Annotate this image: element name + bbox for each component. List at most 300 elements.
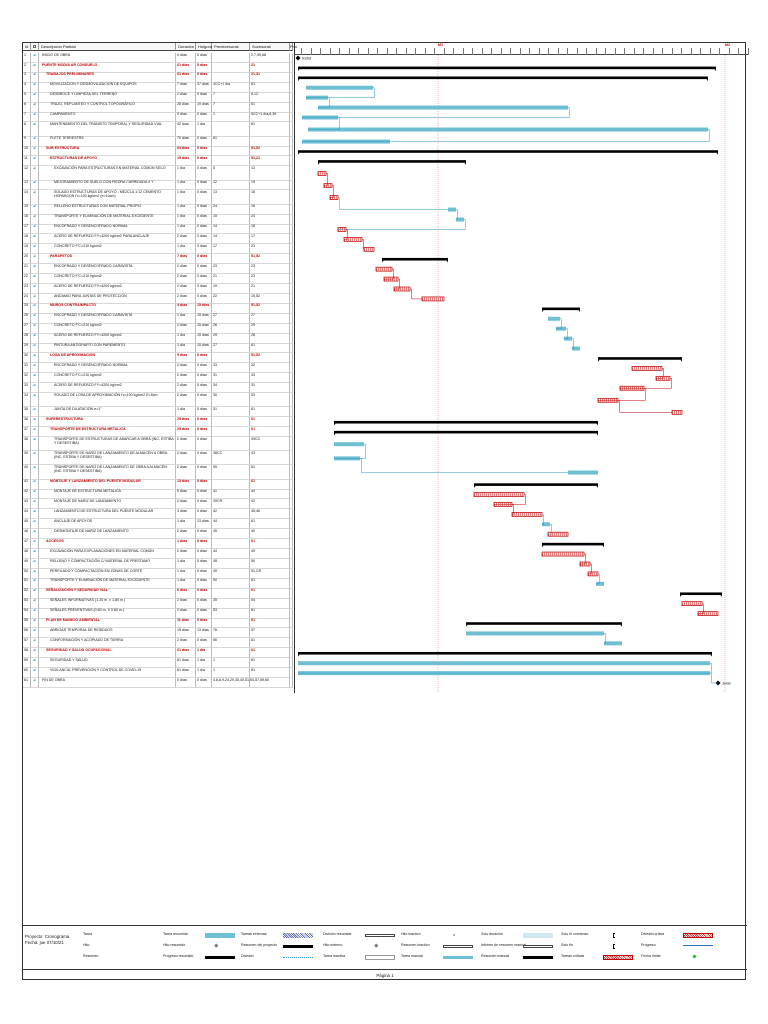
- summary-cap: [711, 655, 713, 657]
- task-mode-icon: ▰: [33, 214, 36, 219]
- table-row[interactable]: [23, 137, 293, 147]
- summary-cap: [597, 424, 599, 426]
- task-bar[interactable]: [548, 317, 560, 321]
- summary-cap: [298, 69, 300, 71]
- table-row[interactable]: [23, 103, 293, 113]
- task-name[interactable]: ENCOFRADO Y DESENCOFRADO NORMAL: [39, 225, 176, 235]
- table-row[interactable]: [23, 274, 293, 284]
- task-name[interactable]: SUPERESTRUCTURA: [39, 417, 176, 427]
- task-name[interactable]: ENCOFRADO Y DESENCOFRADO CARAVISTA: [39, 264, 176, 274]
- col-predecessors-header[interactable]: Predecesoras: [212, 43, 250, 51]
- task-name[interactable]: CONCRETO F'C=210 kg/cm2: [39, 274, 176, 284]
- task-name[interactable]: SUB ESTRUCTURA: [39, 147, 176, 157]
- task-duration: 1 día: [176, 166, 196, 180]
- task-progress: [290, 344, 293, 354]
- task-successors: 8,12: [250, 93, 290, 103]
- task-mode: [31, 648, 39, 658]
- task-predecessors: 5: [212, 166, 250, 180]
- summary-bar[interactable]: [598, 357, 682, 360]
- task-mode-icon: ▰: [33, 146, 36, 151]
- task-duration: 2 días: [176, 383, 196, 393]
- task-name[interactable]: CONFORMACIÓN Y ACOPIADO DE TIERRA: [39, 638, 176, 648]
- task-bar[interactable]: [298, 661, 710, 665]
- task-successors: 29: [250, 324, 290, 334]
- table-row[interactable]: [23, 393, 293, 407]
- task-slack: 0 días: [196, 678, 212, 688]
- task-mode: [31, 383, 39, 393]
- task-progress: [290, 353, 293, 363]
- table-row[interactable]: [23, 294, 293, 304]
- task-name[interactable]: PINTURA ANTIGRAFITI CON PAREMENTO: [39, 344, 176, 354]
- task-id: 44: [23, 509, 31, 519]
- table-row[interactable]: [23, 244, 293, 254]
- task-id: 35: [23, 407, 31, 417]
- legend: [23, 925, 747, 969]
- task-id: 25: [23, 304, 31, 314]
- task-name[interactable]: TRANSPORTE DE ESTRUCTURA METALICA: [39, 427, 176, 437]
- task-duration: 2 días: [176, 93, 196, 103]
- task-successors: 51,CR: [250, 569, 290, 579]
- task-successors: 49: [250, 549, 290, 559]
- task-name[interactable]: RELLENO ESTRUCTURAS CON MATERIAL PROPIO: [39, 205, 176, 215]
- table-row[interactable]: [23, 668, 293, 678]
- task-slack: 0 días: [196, 451, 212, 465]
- summary-bar[interactable]: [466, 622, 622, 625]
- summary-cap: [542, 545, 544, 547]
- legend-swatch: [613, 944, 615, 949]
- task-successors: 23: [250, 264, 290, 274]
- task-name[interactable]: ANDAMIO PARA JUNTAS DE PROTECCIÓN: [39, 294, 176, 304]
- table-row[interactable]: [23, 264, 293, 274]
- end-date-label: Junio: [722, 681, 731, 686]
- table-row[interactable]: [23, 215, 293, 225]
- task-id: 8: [23, 122, 31, 136]
- legend-label: División crítica: [641, 932, 665, 936]
- table-row[interactable]: [23, 363, 293, 373]
- task-bar[interactable]: [334, 442, 364, 446]
- task-name[interactable]: CAMPAMENTO: [39, 113, 176, 123]
- task-id: 61: [23, 678, 31, 688]
- task-bar[interactable]: [568, 471, 598, 475]
- task-name[interactable]: SEÑALES PREVENTIVAS (0.60 m. X 0.60 m.): [39, 609, 176, 619]
- task-bar[interactable]: [604, 641, 622, 645]
- task-name[interactable]: DESBROCE Y LIMPIEZA DEL TERRENO: [39, 93, 176, 103]
- summary-bar[interactable]: [298, 67, 716, 70]
- task-id: 59: [23, 658, 31, 668]
- legend-swatch: [283, 945, 313, 948]
- table-row[interactable]: [23, 417, 293, 427]
- summary-cap: [721, 595, 723, 597]
- task-bar[interactable]: [466, 631, 604, 635]
- summary-cap: [579, 310, 581, 312]
- table-row[interactable]: [23, 156, 293, 166]
- table-row[interactable]: [23, 539, 293, 549]
- summary-bar[interactable]: [542, 308, 580, 311]
- page-footer: Página 1: [23, 969, 747, 981]
- task-name[interactable]: ACERO DE REFUERZO FY=4200 kg/cm2 PARA ANCLAJE: [39, 234, 176, 244]
- legend-project-info: [25, 934, 69, 946]
- table-row[interactable]: [23, 628, 293, 638]
- task-bar[interactable]: [448, 208, 456, 212]
- table-row[interactable]: [23, 284, 293, 294]
- col-successors-header[interactable]: Sucesoras: [250, 43, 290, 51]
- table-row[interactable]: [23, 451, 293, 465]
- legend-swatch: [603, 955, 633, 960]
- task-duration: 61 días: [176, 648, 196, 658]
- task-name[interactable]: EXCAVACIÓN PARA EXPLANACIONES EN MATERIAL COMÚN: [39, 549, 176, 559]
- summary-bar[interactable]: [680, 592, 722, 595]
- task-mode: [31, 353, 39, 363]
- summary-cap: [447, 261, 449, 263]
- task-name[interactable]: SEÑALES INFORMATIVAS (1.20 m. x 1.80 m.): [39, 599, 176, 609]
- task-name[interactable]: ANCLAJE DE APOYOS: [39, 519, 176, 529]
- task-progress: [290, 373, 293, 383]
- task-duration: 0 días: [176, 53, 196, 63]
- task-id: 19: [23, 244, 31, 254]
- table-row[interactable]: [23, 334, 293, 344]
- col-duration-header[interactable]: Duración: [178, 44, 195, 49]
- summary-cap: [597, 486, 599, 488]
- summary-bar[interactable]: [298, 652, 712, 655]
- table-row[interactable]: [23, 122, 293, 136]
- table-row[interactable]: [23, 324, 293, 334]
- task-name[interactable]: PERFILADO Y COMPACTACIÓN EN ZONAS DE CORTE: [39, 569, 176, 579]
- table-row[interactable]: [23, 113, 293, 123]
- timescale-month-2: M2: [725, 43, 730, 47]
- table-row[interactable]: [23, 93, 293, 103]
- task-successors: 23: [250, 274, 290, 284]
- task-progress: [290, 83, 293, 93]
- legend-label: Resumen inactivo: [401, 943, 430, 947]
- task-name[interactable]: TRANSPORTE DE NARIZ DE LANZAMIENTO DE OBRA A ALMACÉN (INC. ESTIBA Y DESESTIBA): [39, 465, 176, 479]
- task-name[interactable]: SEÑALIZACIÓN Y SEGURIDAD VIAL: [39, 589, 176, 599]
- col-slack-header[interactable]: Holgura: [198, 44, 213, 49]
- task-predecessors: 41: [212, 490, 250, 500]
- task-name[interactable]: LOSA DE APROXIMACION: [39, 353, 176, 363]
- table-row[interactable]: [23, 638, 293, 648]
- task-duration: 61 días: [176, 63, 196, 73]
- table-row[interactable]: [23, 465, 293, 479]
- table-row[interactable]: [23, 147, 293, 157]
- task-slack: 0 días: [196, 234, 212, 244]
- table-row[interactable]: [23, 658, 293, 668]
- task-slack: 0 días: [196, 353, 212, 363]
- task-slack: 15 días: [196, 344, 212, 354]
- task-predecessors: 33: [212, 363, 250, 373]
- task-name[interactable]: SEGURIDAD Y SALUD: [39, 658, 176, 668]
- task-predecessors: 12: [212, 181, 250, 191]
- task-duration: 1 día: [176, 559, 196, 569]
- task-predecessors: [212, 73, 250, 83]
- task-name[interactable]: FLETE TERRESTRE: [39, 137, 176, 147]
- task-name[interactable]: MUROS CONTRAIMPACTO: [39, 304, 176, 314]
- summary-cap: [715, 69, 717, 71]
- task-name[interactable]: MEJORAMIENTO DE SUELO CON PIEDRA CARRIDADA 4 Y: [39, 181, 176, 191]
- task-successors: 32: [250, 363, 290, 373]
- col-name-header[interactable]: Descripción Partida: [39, 43, 176, 51]
- task-duration: 1 días: [176, 539, 196, 549]
- task-name[interactable]: ENCOFRADO Y DESENCOFRADO NORMAL: [39, 363, 176, 373]
- task-slack: 13 días: [196, 628, 212, 638]
- task-name[interactable]: TRANSPORTE DE NARIZ DE LANZAMIENTO DE ALMACÉN A OBRA (INC. ESTIBA Y DESESTIBA): [39, 451, 176, 465]
- task-slack: 19 días: [196, 103, 212, 113]
- task-predecessors: 35: [212, 599, 250, 609]
- task-name[interactable]: PARAPETOS: [39, 254, 176, 264]
- task-slack: 0 días: [196, 480, 212, 490]
- task-duration: 2 días: [176, 437, 196, 451]
- summary-bar[interactable]: [334, 431, 598, 434]
- task-successors: 24: [250, 215, 290, 225]
- task-name[interactable]: LANZAMIENTO DE ESTRUCTURA DEL PUENTE MODULAR: [39, 509, 176, 519]
- task-duration: 1 día: [176, 579, 196, 589]
- task-mode: [31, 609, 39, 619]
- task-slack: 0 días: [196, 284, 212, 294]
- task-bar[interactable]: [306, 86, 373, 90]
- task-name[interactable]: SOLADO ESTRUCTURAS DE APOYO - MEZCLA 1:12 CEMENTO HORMIGON f'c=100 kg/cm2 (e=10cm): [39, 190, 176, 204]
- task-name[interactable]: CONCRETO F'C=210 kg/cm2: [39, 373, 176, 383]
- task-mode: [31, 519, 39, 529]
- task-name[interactable]: JUNTA DE DILATACIÓN e=1": [39, 407, 176, 417]
- table-row[interactable]: [23, 304, 293, 314]
- task-mode: [31, 205, 39, 215]
- task-predecessors: 1: [212, 668, 250, 678]
- task-slack: 0 días: [196, 427, 212, 437]
- task-id: 38: [23, 437, 31, 451]
- task-name[interactable]: TRANSPORTE Y ELIMINACIÓN DE MATERIAL EXCEDENTE: [39, 579, 176, 589]
- task-duration: 2 días: [176, 363, 196, 373]
- task-progress: [290, 549, 293, 559]
- task-name[interactable]: TRANSPORTE Y ELIMINACIÓN DE MATERIAL EXCEDENTE: [39, 215, 176, 225]
- task-name[interactable]: ESTRUCTURAS DE APOYO: [39, 156, 176, 166]
- task-name[interactable]: DESMONTAJE DE NARIZ DE LANZAMIENTO: [39, 529, 176, 539]
- table-row[interactable]: [23, 499, 293, 509]
- task-progress: [290, 147, 293, 157]
- task-name[interactable]: FIN DE OBRA: [39, 678, 176, 688]
- task-slack: 0 días: [196, 499, 212, 509]
- task-bar[interactable]: [318, 106, 568, 110]
- task-duration: 1 día: [176, 244, 196, 254]
- task-bar[interactable]: [308, 128, 708, 132]
- task-name[interactable]: EXCAVACIÓN PARA ESTRUCTURAS EN MATERIAL COMÚN SECO: [39, 166, 176, 180]
- summary-bar[interactable]: [334, 421, 598, 424]
- table-row[interactable]: [23, 549, 293, 559]
- table-row[interactable]: [23, 480, 293, 490]
- task-id: 20: [23, 254, 31, 264]
- task-id: 27: [23, 324, 31, 334]
- task-name[interactable]: PLAN DE MANEJO AMBIENTAL: [39, 619, 176, 629]
- table-row[interactable]: [23, 437, 293, 451]
- task-mode-icon: ▰: [33, 82, 36, 87]
- table-row[interactable]: [23, 181, 293, 191]
- task-duration: 2 días: [176, 264, 196, 274]
- task-id: 37: [23, 427, 31, 437]
- table-row[interactable]: [23, 190, 293, 204]
- table-row[interactable]: [23, 509, 293, 519]
- task-mode-icon: ▰: [33, 588, 36, 593]
- summary-cap: [382, 261, 384, 263]
- task-id: 29: [23, 344, 31, 354]
- task-name[interactable]: MONTAJE DE ESTRUCTURA METALICA: [39, 490, 176, 500]
- task-name[interactable]: TRABAJOS PRELIMINARES: [39, 73, 176, 83]
- task-mode-icon: ▰: [33, 618, 36, 623]
- task-mode-icon: ▰: [33, 568, 36, 573]
- task-name[interactable]: CONCRETO F'C=210 kg/cm2: [39, 244, 176, 254]
- task-duration: 11 días: [176, 619, 196, 629]
- task-name[interactable]: ACERO DE REFUERZO FY=4200 kg/cm2: [39, 284, 176, 294]
- task-name[interactable]: MOVILIZACION Y DESMOVILIZACION DE EQUIPOS: [39, 83, 176, 93]
- legend-label: Resumen manual: [481, 954, 510, 958]
- task-name[interactable]: SEGURIDAD Y SALUD OCUPACIONAL: [39, 648, 176, 658]
- table-row[interactable]: [23, 678, 293, 688]
- table-row[interactable]: [23, 314, 293, 324]
- summary-cap: [603, 545, 605, 547]
- task-id: 54: [23, 609, 31, 619]
- task-mode-icon: ▰: [33, 677, 36, 682]
- table-row[interactable]: [23, 529, 293, 539]
- task-name[interactable]: MONTAJE Y LANZAMIENTO DEL PUENTE MODULAR: [39, 480, 176, 490]
- task-mode: [31, 407, 39, 417]
- table-row[interactable]: [23, 225, 293, 235]
- task-name[interactable]: ACERO DE REFUERZO FY=4200 kg/cm2: [39, 334, 176, 344]
- summary-bar[interactable]: [474, 483, 598, 486]
- table-row[interactable]: [23, 234, 293, 244]
- table-row[interactable]: [23, 166, 293, 180]
- table-row[interactable]: [23, 344, 293, 354]
- legend-label: Solo duración: [481, 932, 503, 936]
- task-mode: [31, 215, 39, 225]
- task-mode-icon: ▰: [33, 122, 36, 127]
- task-mode-icon: ▰: [33, 62, 36, 67]
- task-mode: [31, 304, 39, 314]
- task-progress: [290, 599, 293, 609]
- task-id: 11: [23, 156, 31, 166]
- legend-swatch: [205, 933, 235, 938]
- table-row[interactable]: [23, 53, 293, 63]
- task-name[interactable]: ENCOFRADO Y DESENCOFRADO CARAVISTA: [39, 314, 176, 324]
- table-row[interactable]: [23, 619, 293, 629]
- task-predecessors: 49: [212, 569, 250, 579]
- task-id: 13: [23, 181, 31, 191]
- table-row[interactable]: [23, 648, 293, 658]
- table-row[interactable]: [23, 407, 293, 417]
- task-id: 30: [23, 353, 31, 363]
- task-progress: [290, 294, 293, 304]
- task-successors: 61: [250, 609, 290, 619]
- task-name[interactable]: RELLENO Y COMPACTACIÓN C/ MATERIAL DE PRESTAMO: [39, 559, 176, 569]
- task-mode-icon: ▰: [33, 323, 36, 328]
- task-name[interactable]: CONCRETO F'C=210 kg/cm2: [39, 324, 176, 334]
- col-progress-header[interactable]: Prio: [290, 44, 298, 49]
- table-row[interactable]: [23, 427, 293, 437]
- task-mode-icon: ▰: [33, 628, 36, 633]
- task-duration: 1 día: [176, 344, 196, 354]
- task-name[interactable]: ACCESOS: [39, 539, 176, 549]
- col-mode-header[interactable]: [31, 43, 39, 51]
- legend-project-date: Fecha: jue 07/10/21: [25, 940, 64, 945]
- task-progress: [290, 244, 293, 254]
- task-progress: [290, 519, 293, 529]
- legend-label: Solo el comienzo: [561, 932, 589, 936]
- task-duration: 2 días: [176, 609, 196, 619]
- task-predecessors: 27: [212, 314, 250, 324]
- task-name[interactable]: SOLADO DE LOSA DE APROXIMACIÓN f'c=100 kg/cm2 E=5cm: [39, 393, 176, 407]
- task-id: 50: [23, 569, 31, 579]
- task-progress: [290, 529, 293, 539]
- task-name[interactable]: TRANSPORTE DE ESTRUCTURAS DE ABARCAR A OBRA (INC. ESTIBA Y DESESTIBA): [39, 437, 176, 451]
- task-progress: [290, 137, 293, 147]
- table-row[interactable]: [23, 254, 293, 264]
- summary-bar[interactable]: [382, 258, 448, 261]
- task-name[interactable]: VIGILANCIA, PREVENCION Y CONTROL DE COVID-19: [39, 668, 176, 678]
- task-name[interactable]: TRAZO, REPLANTEO Y CONTROL TOPOGRÁFICO: [39, 103, 176, 113]
- task-successors: 61: [250, 480, 290, 490]
- task-name[interactable]: MONTAJE DE NARIZ DE LANZAMIENTO: [39, 499, 176, 509]
- task-duration: 1 día: [176, 225, 196, 235]
- task-mode: [31, 147, 39, 157]
- task-progress: [290, 539, 293, 549]
- table-row[interactable]: [23, 519, 293, 529]
- task-predecessors: 7: [212, 93, 250, 103]
- task-name[interactable]: ACERO DE REFUERZO FY=4200 kg/cm2: [39, 383, 176, 393]
- task-progress: [290, 678, 293, 688]
- col-id-header[interactable]: Id: [23, 43, 31, 51]
- table-row[interactable]: [23, 353, 293, 363]
- summary-cap: [474, 486, 476, 488]
- task-mode-icon: ▰: [33, 489, 36, 494]
- task-id: 56: [23, 628, 31, 638]
- summary-bar[interactable]: [298, 77, 708, 80]
- task-predecessors: 34: [212, 383, 250, 393]
- task-slack: 0 días: [196, 190, 212, 204]
- task-duration: 28 días: [176, 103, 196, 113]
- task-mode-icon: ▰: [33, 333, 36, 338]
- task-duration: 2 días: [176, 274, 196, 284]
- table-row[interactable]: [23, 73, 293, 83]
- task-predecessors: [212, 427, 250, 437]
- task-name[interactable]: ABRIGAR TEMPORAL DE RESIDUOS: [39, 628, 176, 638]
- task-name[interactable]: MANTENIMIENTO DEL TRÁNSITO TEMPORAL Y SEGURIDAD VIAL: [39, 122, 176, 136]
- table-row[interactable]: [23, 559, 293, 569]
- task-successors: 61: [250, 579, 290, 589]
- table-row[interactable]: [23, 83, 293, 93]
- task-duration: 1 día: [176, 215, 196, 225]
- legend-label: Resumen: [83, 954, 99, 958]
- task-progress: [290, 658, 293, 668]
- summary-bar[interactable]: [298, 150, 718, 153]
- task-progress: [290, 480, 293, 490]
- task-progress: [290, 417, 293, 427]
- table-row[interactable]: [23, 609, 293, 619]
- task-successors: 61: [250, 539, 290, 549]
- task-predecessors: 29: [212, 334, 250, 344]
- table-row[interactable]: [23, 383, 293, 393]
- task-id: 1: [23, 53, 31, 63]
- task-mode-icon: ▰: [33, 156, 36, 161]
- table-row[interactable]: [23, 490, 293, 500]
- task-mode-icon: ▰: [33, 253, 36, 258]
- task-name[interactable]: INICIO DE OBRA: [39, 53, 176, 63]
- task-duration: 2 días: [176, 294, 196, 304]
- summary-bar[interactable]: [318, 160, 466, 163]
- table-row[interactable]: [23, 373, 293, 383]
- summary-bar[interactable]: [542, 543, 604, 546]
- task-mode: [31, 274, 39, 284]
- table-row[interactable]: [23, 63, 293, 73]
- task-successors: 33: [250, 373, 290, 383]
- task-progress: [290, 668, 293, 678]
- task-id: 12: [23, 166, 31, 180]
- task-name[interactable]: PUENTE MODULAR CONSUELO: [39, 63, 176, 73]
